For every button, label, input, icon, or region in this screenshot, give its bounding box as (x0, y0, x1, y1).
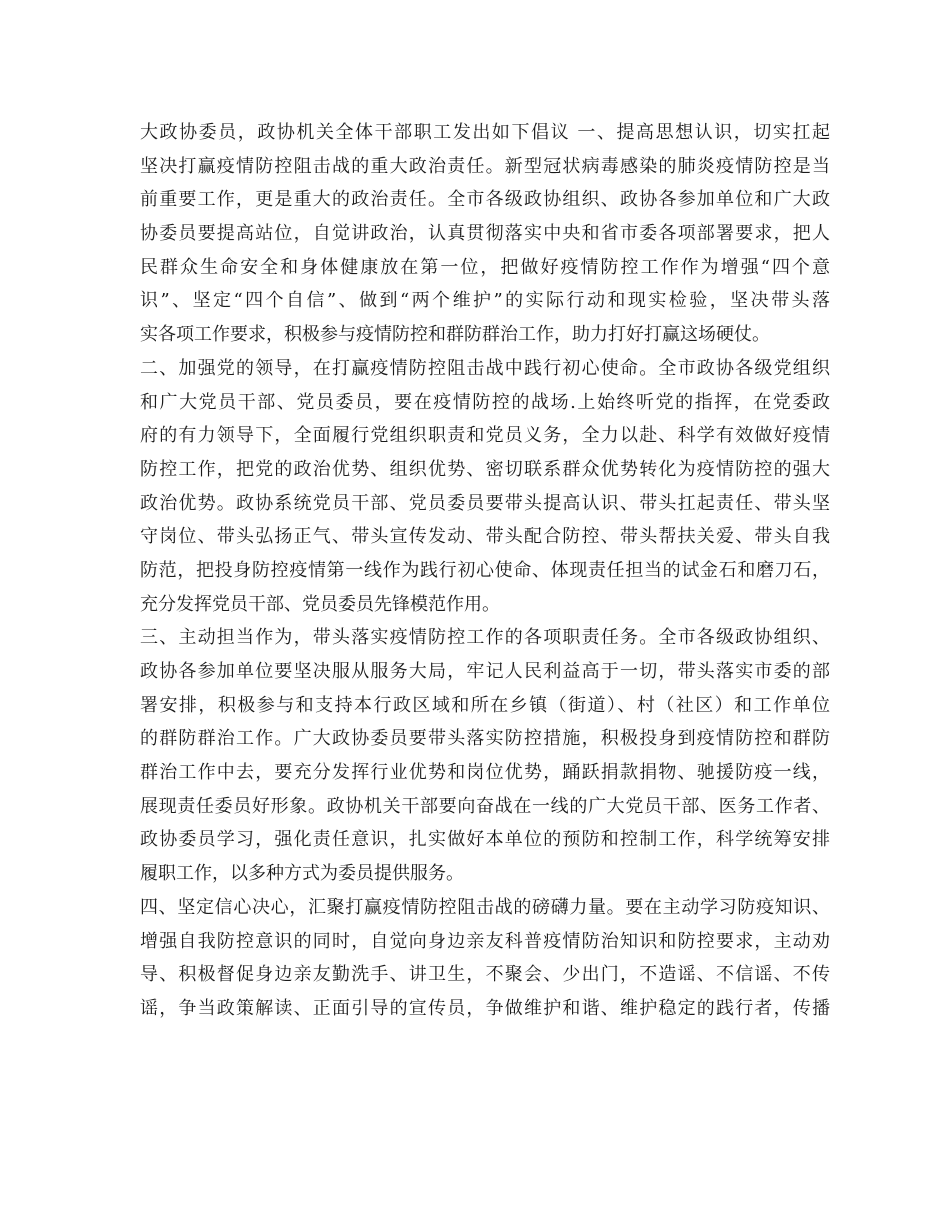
text-line: 增强自我防控意识的同时，自觉向身边亲友科普疫情防治知识和防控要求，主动劝 (140, 930, 830, 952)
text-line: 民群众生命安全和身体健康放在第一位，把做好疫情防控工作作为增强“四个意 (140, 256, 830, 278)
text-line: 政协各参加单位要坚决服从服务大局，牢记人民利益高于一切，带头落实市委的部 (140, 661, 830, 682)
text-line: 四、坚定信心决心，汇聚打赢疫情防控阻击战的磅礴力量。要在主动学习防疫知识、 (140, 896, 830, 918)
text-line: 导、积极督促身边亲友勤洗手、讲卫生，不聚会、少出门，不造谣、不信谣、不传 (140, 964, 830, 986)
text-line: 署安排，积极参与和支持本行政区域和所在乡镇（街道）、村（社区）和工作单位 (140, 694, 830, 716)
text-line: 谣，争当政策解读、正面引导的宣传员，争做维护和谐、维护稳定的践行者，传播 (140, 997, 830, 1019)
text-line: 防控工作，把党的政治优势、组织优势、密切联系群众优势转化为疫情防控的强大 (140, 458, 830, 480)
text-line: 大政协委员，政协机关全体干部职工发出如下倡议 一、提高思想认识，切实扛起 (140, 122, 830, 143)
text-line: 充分发挥党员干部、党员委员先锋模范作用。 (140, 593, 500, 615)
text-line: 二、加强党的领导，在打赢疫情防控阻击战中践行初心使命。全市政协各级党组织 (140, 357, 830, 379)
text-line: 三、主动担当作为，带头落实疫情防控工作的各项职责任务。全市各级政协组织、 (140, 627, 830, 649)
text-line: 协委员要提高站位，自觉讲政治，认真贯彻落实中央和省市委各项部署要求，把人 (140, 223, 830, 245)
text-line: 群治工作中去，要充分发挥行业优势和岗位优势，踊跃捐款捐物、驰援防疫一线， (140, 762, 830, 784)
text-line: 府的有力领导下，全面履行党组织职责和党员义务，全力以赴、科学有效做好疫情 (140, 425, 830, 447)
text-line: 的群防群治工作。广大政协委员要带头落实防控措施，积极投身到疫情防控和群防 (140, 728, 830, 750)
text-line: 前重要工作，更是重大的政治责任。全市各级政协组织、政协各参加单位和广大政 (140, 189, 830, 211)
text-line: 和广大党员干部、党员委员，要在疫情防控的战场.上始终听党的指挥，在党委政 (140, 391, 830, 413)
text-line: 实各项工作要求，积极参与疫情防控和群防群治工作，助力打好打赢这场硬仗。 (140, 324, 770, 346)
text-line: 展现责任委员好形象。政协机关干部要向奋战在一线的广大党员干部、医务工作者、 (140, 795, 830, 817)
text-line: 防范，把投身防控疫情第一线作为践行初心使命、体现责任担当的试金石和磨刀石， (140, 559, 830, 581)
text-line: 政协委员学习，强化责任意识，扎实做好本单位的预防和控制工作，科学统筹安排 (140, 829, 830, 851)
document-body-text (140, 116, 830, 1026)
text-line: 履职工作，以多种方式为委员提供服务。 (140, 863, 464, 885)
text-line: 识”、坚定“四个自信”、做到“两个维护”的实际行动和现实检验，坚决带头落 (140, 290, 830, 312)
text-line: 坚决打赢疫情防控阻击战的重大政治责任。新型冠状病毒感染的肺炎疫情防控是当 (140, 155, 830, 177)
text-line: 守岗位、带头弘扬正气、带头宣传发动、带头配合防控、带头帮扶关爱、带头自我 (140, 526, 830, 548)
text-line: 政治优势。政协系统党员干部、党员委员要带头提高认识、带头扛起责任、带头坚 (140, 492, 830, 514)
